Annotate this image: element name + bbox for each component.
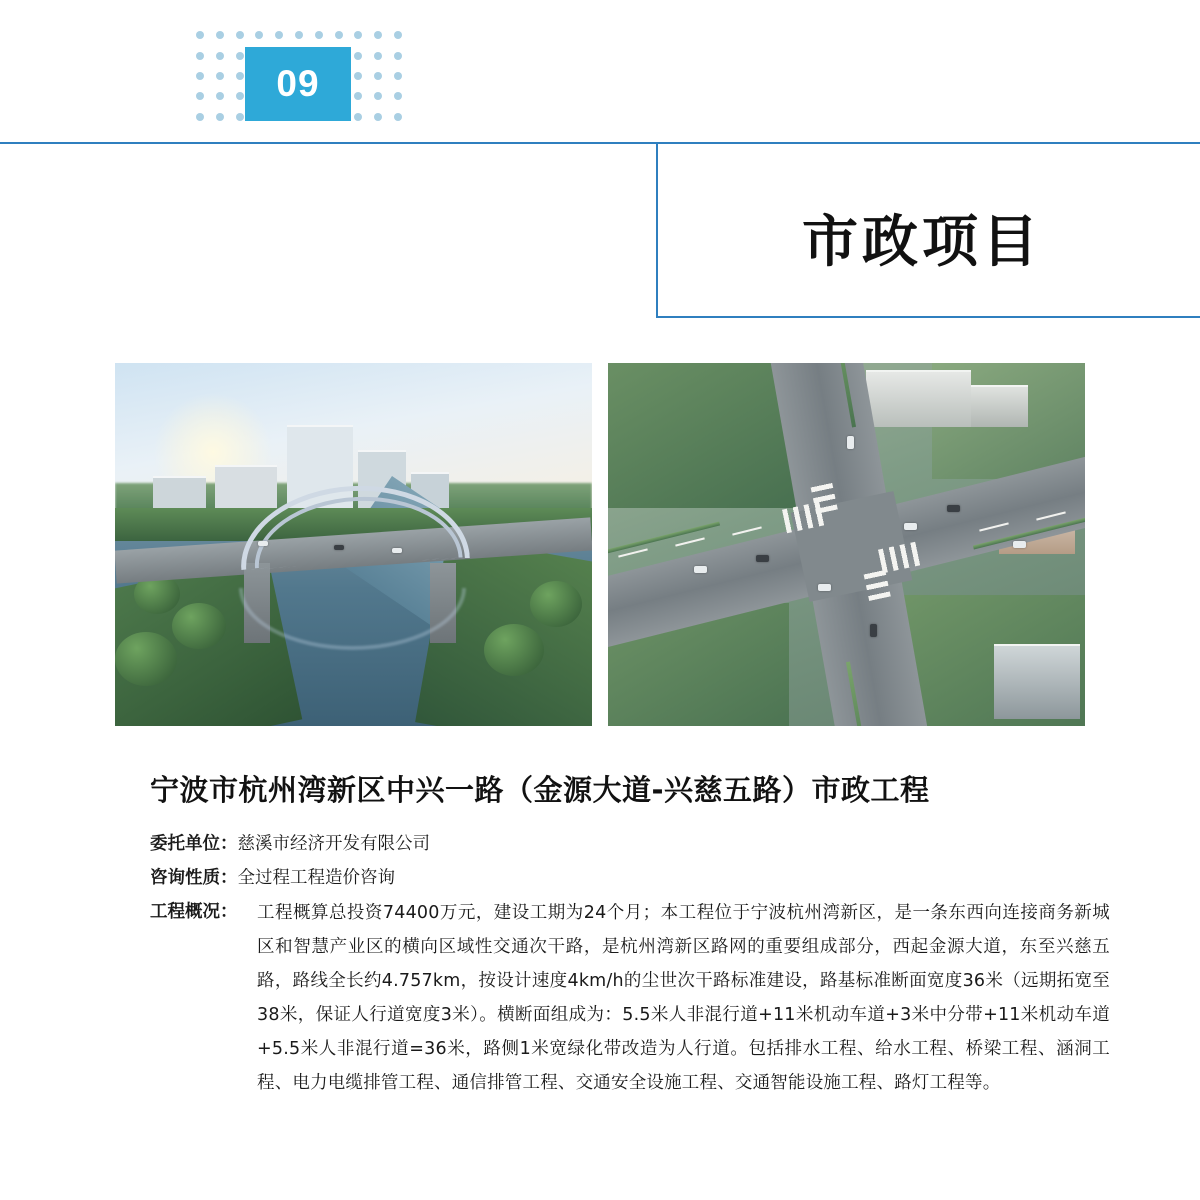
detail-value-service-type: 全过程工程造价咨询 (237, 868, 395, 888)
image-gallery (115, 363, 1085, 726)
page-number: 09 (245, 47, 351, 121)
detail-row-service-type (150, 862, 1110, 894)
page-number-block (190, 25, 408, 127)
detail-label-service-type: 咨询性质： (150, 868, 238, 888)
section-underline (656, 316, 1200, 318)
header-divider-horizontal (0, 142, 1200, 144)
project-title: 宁波市杭州湾新区中兴一路（金源大道-兴慈五路）市政工程 (150, 773, 930, 807)
detail-value-overview: 工程概算总投资74400万元，建设工期为24个月；本工程位于宁波杭州湾新区，是一条东西向连接商务新城区和智慧产业区的横向区域性交通次干路，是杭州湾新区路网的重要组成部分，西起金源大道，东至兴慈五路，路线全长约4.757km，按设计速度4km/h的尘世次干路标准建设，路基标准断面宽度36米（远期拓宽至38米，保证人行道宽度3米）。横断面组成为：5.5米人非混行道+11米机动车道+3米中分带+11米机动车道+5.5米人非混行道=36米，路侧1米宽绿化带改造为人行道。包括排水工程、给水工程、桥梁工程、涵洞工程、电力电缆排管工程、通信排管工程、交通安全设施工程、交通智能设施工程、路灯工程等。 (257, 903, 1110, 1093)
bridge-rendering-image (115, 363, 592, 726)
detail-label-client: 委托单位： (150, 834, 238, 854)
section-title: 市政项目 (802, 210, 1042, 275)
project-details (150, 828, 1110, 1102)
intersection-rendering-image (608, 363, 1085, 726)
detail-row-client (150, 828, 1110, 860)
detail-label-overview: 工程概况： (150, 902, 238, 922)
detail-row-overview (150, 896, 1110, 1100)
detail-value-client: 慈溪市经济开发有限公司 (237, 834, 430, 854)
header-divider-vertical (656, 144, 658, 316)
